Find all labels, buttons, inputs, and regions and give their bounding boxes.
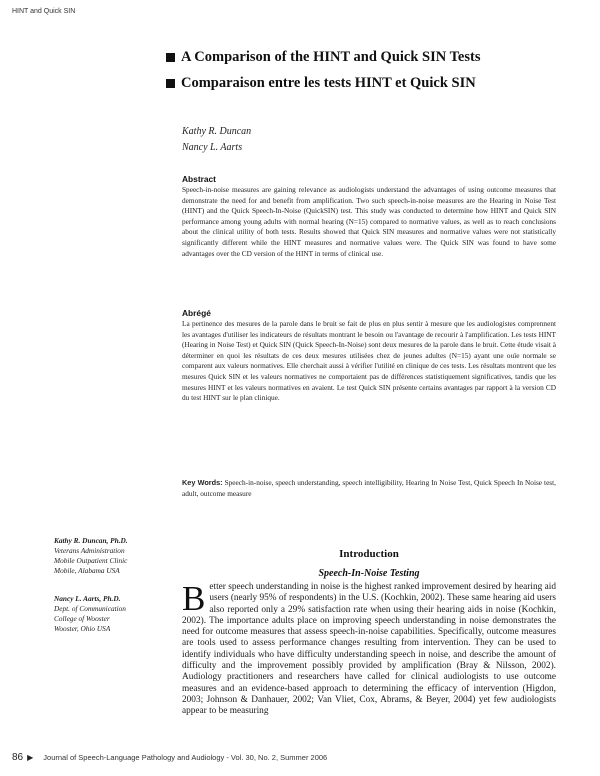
affiliation-line: Dept. of Communication [54, 604, 126, 613]
abrege-heading: Abrégé [182, 308, 211, 318]
abstract-text: Speech-in-noise measures are gaining relevance as audiologists understand the advantages of using outcome measures that demonstrate the need for and benefit from amplification. Two such speech-in-noise measures are the Hearing in Noise Test (HINT) and the Quick Speech-In-Noise (QuickSIN) test. This study was conducted to determine how HINT and Quick SIN performance among young adults with normal hearing (N=15) compared to normative values, as well as to reach conclusions about the clinical utility of both tests. Results showed that Quick SIN measures and normative values were not statistically significantly different while the HINT measures and normative values were. The Quick SIN was found to have some advantages over the CD version of the HINT in terms of clinical use. [182, 185, 556, 258]
affiliation-name: Nancy L. Aarts, Ph.D. [54, 594, 121, 603]
page-number: 86 [12, 752, 24, 763]
affiliation-name: Kathy R. Duncan, Ph.D. [54, 536, 128, 545]
affiliation-line: Mobile Outpatient Clinic [54, 556, 128, 565]
introduction-body: etter speech understanding in noise is the highest ranked improvement desired by hearing aid users (nearly 95% of respondents) in the U.S. (Kochkin, 2002). These same hearing aid users also reported only a 29% satisfaction rate when using their hearing aids in noise (Kochkin, 2002). The importance adults place on improving speech understanding in noise demonstrates the need for outcome measures that assess speech-in-noise capabilities. Specifically, outcome measures are tools used to assess performance changes resulting from intervention. They can be used to identify individuals who have difficulty understanding speech in noise, and describe the amount of difficulty and the improvement possibly provided by amplification (Bray & Nilsson, 2002). Audiology practitioners and researchers have called for clinical audiologists to use outcome measures and an evidence-based approach to determining the efficacy of intervention (Higdon, 2003; Johnson & Danhauer, 2002; Van Vliet, Cox, Abrams, & Beyer, 2004) yet few audiologists appear to be measuring [182, 582, 556, 717]
abrege-text: La pertinence des mesures de la parole dans le bruit se fait de plus en plus sentir à mesure que les audiologistes comprennent les avantages d'utiliser les indicateurs de résultats montrant le besoin ou l'avantage de recourir à l'amplification. Les tests HINT (Hearing in Noise Test) et Quick SIN (Quick Speech-In-Noise) sont deux mesures de la parole dans le bruit. Cette étude visait à déterminer en quoi les résultats de ces deux mesures utilisées chez de jeunes adultes (N=15) ayant une ouïe normale se comparent aux valeurs normatives. Elle cherchait aussi à vérifier l'utilité en clinique de ces tests. Les résultats montrent que les mesures Quick SIN et les valeurs normatives ne comportaient pas de différences statistiquement significatives, tandis que les mesures HINT et les valeurs normatives en avaient. Le test Quick SIN présente certains avantages par rapport à la version CD du test HINT sur le plan clinique. [182, 319, 556, 403]
author-name: Kathy R. Duncan [182, 126, 252, 137]
title-english [166, 44, 586, 70]
title-english-text: A Comparison of the HINT and Quick SIN Tests [181, 48, 481, 65]
introduction-text [182, 579, 556, 718]
introduction-heading: Introduction [339, 548, 399, 560]
article-titles [166, 44, 586, 96]
title-french-text: Comparaison entre les tests HINT et Quick SIN [181, 74, 476, 91]
affiliation-line: Wooster, Ohio USA [54, 624, 111, 633]
affiliation-line: Veterans Administration [54, 546, 125, 555]
square-bullet-icon [166, 79, 175, 88]
drop-cap: B [182, 579, 206, 618]
triangle-arrow-icon: ▶ [27, 753, 34, 762]
keywords [182, 478, 556, 499]
journal-citation: Journal of Speech-Language Pathology and Audiology - Vol. 30, No. 2, Summer 2006 [43, 753, 328, 762]
author-name: Nancy L. Aarts [182, 142, 243, 153]
affiliation [54, 536, 164, 576]
author-list [182, 124, 251, 156]
abstract-heading: Abstract [182, 174, 216, 184]
affiliation [54, 594, 164, 634]
affiliation-line: College of Wooster [54, 614, 110, 623]
keywords-label: Key Words: [182, 478, 223, 487]
affiliation-line: Mobile, Alabama USA [54, 566, 120, 575]
square-bullet-icon [166, 53, 175, 62]
title-french [166, 70, 586, 96]
keywords-text: Speech-in-noise, speech understanding, speech intelligibility, Hearing In Noise Test, Quick Speech In Noise test, adult, outcome measure [182, 478, 556, 498]
page-footer [12, 752, 327, 763]
running-head: HINT and Quick SIN [12, 8, 76, 15]
section-subheading: Speech-In-Noise Testing [318, 568, 420, 579]
